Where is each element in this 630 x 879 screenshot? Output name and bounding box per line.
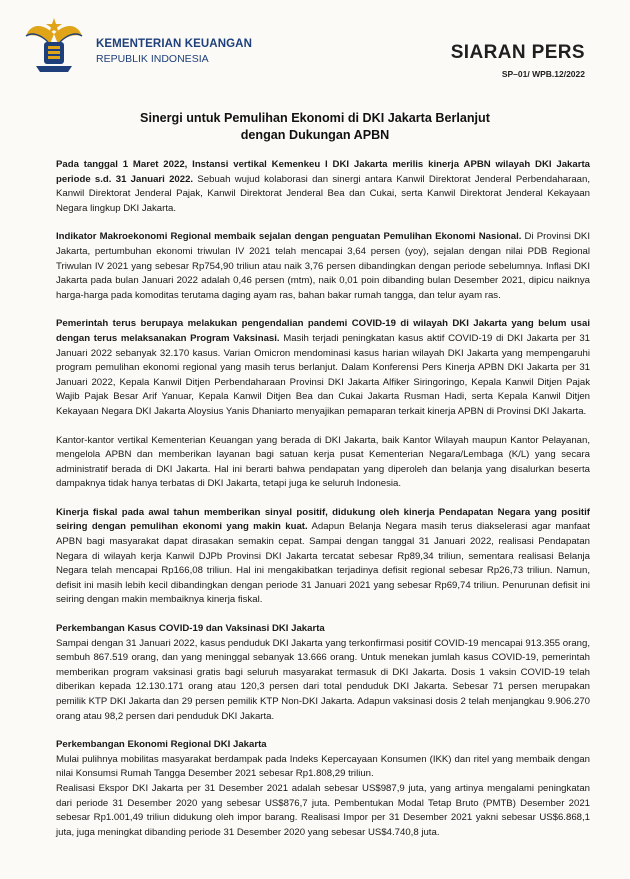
paragraph-2 [56, 230, 590, 303]
paragraph-1 [56, 158, 590, 216]
ministry-name-line2: REPUBLIK INDONESIA [96, 53, 209, 65]
paragraph-5-text: Adapun Belanja Negara masih terus diakselerasi agar manfaat APBN bagi masyarakat dapat dirasakan semakin cepat. Sampai dengan tanggal 31 Januari 2022, realisasi Pendapatan Negara di wilayah kerja Kanwil DJPb Provinsi DKI Jakarta tercatat sebesar Rp89,34 triliun, sementara realisasi Belanja Negara telah mencapai Rp166,08 triliun. Hal ini mengakibatkan terjadinya defisit regional sebesar Rp26,73 triliun. Namun, defisit ini masih lebih kecil dibandingkan dengan periode 31 Januari 2021 yang sebesar Rp69,74 triliun. Penurunan defisit ini seiring dengan makin membaiknya kinerja fiskal. [56, 521, 590, 606]
paragraph-6: Sampai dengan 31 Januari 2022, kasus penduduk DKI Jakarta yang terkonfirmasi positif COVID-19 mencapai 913.355 orang, sembuh 867.519 orang, dan yang meninggal sebanyak 13.666 orang. Untuk menekan jumlah kasus COVID-19, pemerintah memberikan program vaksinasi gratis bagi seluruh masyarakat termasuk di DKI Jakarta. Dosis 1 vaksin COVID-19 telah diberikan kepada 12.130.171 orang atau 120,3 persen dari total penduduk DKI Jakarta. Sebesar 71 persen merupakan pemilik KTP DKI Jakarta dan 29 persen pemilik KTP Non-DKI Jakarta. Adapun vaksinasi dosis 2 telah menjangkau 9.906.270 orang atau 98,2 persen dari penduduk DKI Jakarta. [56, 637, 590, 722]
paragraph-7: Mulai pulihnya mobilitas masyarakat berdampak pada Indeks Kepercayaan Konsumen (IKK) dan ritel yang membaik dengan nilai Konsumsi Rumah Tangga Desember 2021 sebesar Rp1.808,29 triliun. [56, 753, 590, 780]
document-title-line1: Sinergi untuk Pemulihan Ekonomi di DKI Jakarta Berlanjut [140, 111, 490, 125]
paragraph-5-lead: Kinerja fiskal pada awal tahun memberikan sinyal positif, didukung oleh kinerja Pendapatan Negara yang positif seiring dengan pemulihan ekonomi yang makin kuat. [56, 506, 590, 533]
paragraph-3-text: Masih terjadi peningkatan kasus aktif COVID-19 di DKI Jakarta per 31 Januari 2022 sebanyak 32.170 kasus. Varian Omicron mendominasi kasus harian wilayah DKI Jakarta yang mempengaruhi program pemulihan ekonomi regional yang masih terus berlanjut. Dalam Konferensi Pers Kinerja APBN DKI Jakarta per 31 Januari 2022, Kepala Kanwil Ditjen Perbendaharaan Provinsi DKI Jakarta Alfiker Siringoringo, Kepala Kanwil Ditjen Pajak Wajib Pajak Besar Arif Yanuar, Kepala Kanwil Ditjen Bea dan Cukai Jakarta Rusman Hadi, serta Kepala Kanwil Ditjen Kekayaan Negara DKI Jakarta Aloysius Yanis Dhaniarto menyajikan pemaparan terkait kinerja APBN di Provinsi DKI Jakarta. [56, 332, 590, 417]
ministry-name [96, 37, 252, 66]
paragraph-1-text: Sebuah wujud kolaborasi dan sinergi antara Kanwil Direktorat Jenderal Perbendaharaan, Kanwil Direktorat Jenderal Pajak, Kanwil Direktorat Jenderal Bea dan Cukai, serta Kanwil Direktorat Jenderal Kekayaan Negara lingkup DKI Jakarta. [56, 173, 590, 214]
ministry-name-line1: KEMENTERIAN KEUANGAN [96, 38, 252, 50]
paragraph-3-lead: Pemerintah terus berupaya melakukan pengendalian pandemi COVID-19 di wilayah DKI Jakarta yang belum usai dengan terus melaksanakan Program Vaksinasi. [56, 318, 590, 344]
paragraph-8: Realisasi Ekspor DKI Jakarta per 31 Desember 2021 adalah sebesar US$987,9 juta, yang artinya mengalami peningkatan dari periode 31 Desember 2020 yang sebesar US$876,7 juta. Pembentukan Modal Tetap Bruto (PMTB) Desember 2021 sebesar Rp1.001,49 triliun didukung oleh impor barang. Realisasi Impor per 31 Desember 2021 yakni sebesar US$6.868,1 juta, juga meningkat dibanding periode 31 Desember 2020 yang sebesar US$4.740,8 juta. [56, 782, 590, 838]
paragraph-2-text: Di Provinsi DKI Jakarta, pertumbuhan ekonomi triwulan IV 2021 telah mencapai 3,64 persen (yoy), sejalan dengan nilai PDB Regional Triwulan IV 2021 yang sebesar Rp754,90 triliun atau naik 3,76 persen dibandingkan dengan periode sebelumnya. Inflasi DKI Jakarta pada bulan Januari 2022 adalah 0,46 persen (mtm), naik 0,01 poin dibanding bulan Desember 2021, dipicu naiknya harga-harga pada komoditas terutama daging ayam ras, bahan bakar rumah tangga, dan telur ayam ras. [56, 231, 590, 301]
paragraph-1-lead: Pada tanggal 1 Maret 2022, Instansi vertikal Kemenkeu I DKI Jakarta merilis kinerja APBN wilayah DKI Jakarta periode s.d. 31 Januari 2022. [56, 159, 590, 185]
press-release-label [451, 42, 585, 79]
press-release-number: SP–01/ WPB.12/2022 [501, 69, 585, 79]
paragraph-4: Kantor-kantor vertikal Kementerian Keuangan yang berada di DKI Jakarta, baik Kantor Wilayah maupun Kantor Pelayanan, mengelola APBN dan memberikan layanan bagi satuan kerja pusat Kementerian Negara/Lembaga (K/L) yang secara administratif berada di DKI Jakarta. Hal ini berarti bahwa pendapatan yang diperoleh dan belanja yang disalurkan beserta dampaknya tidak hanya terbatas di DKI Jakarta, tetapi juga ke seluruh Indonesia. [56, 434, 590, 490]
letterhead [0, 0, 630, 95]
section-heading-economy: Perkembangan Ekonomi Regional DKI Jakarta [56, 739, 267, 751]
document-title [60, 110, 570, 144]
ministry-of-finance-emblem-icon [22, 14, 86, 76]
document-title-line2: dengan Dukungan APBN [240, 128, 390, 142]
paragraph-3 [56, 317, 590, 419]
paragraph-5 [56, 506, 590, 608]
paragraph-2-lead: Indikator Makroekonomi Regional membaik sejalan dengan penguatan Pemulihan Ekonomi Nasional. [56, 231, 522, 243]
document-body [56, 158, 590, 840]
press-release-title: SIARAN PERS [450, 42, 585, 63]
section-heading-covid: Perkembangan Kasus COVID-19 dan Vaksinasi DKI Jakarta [56, 623, 325, 635]
